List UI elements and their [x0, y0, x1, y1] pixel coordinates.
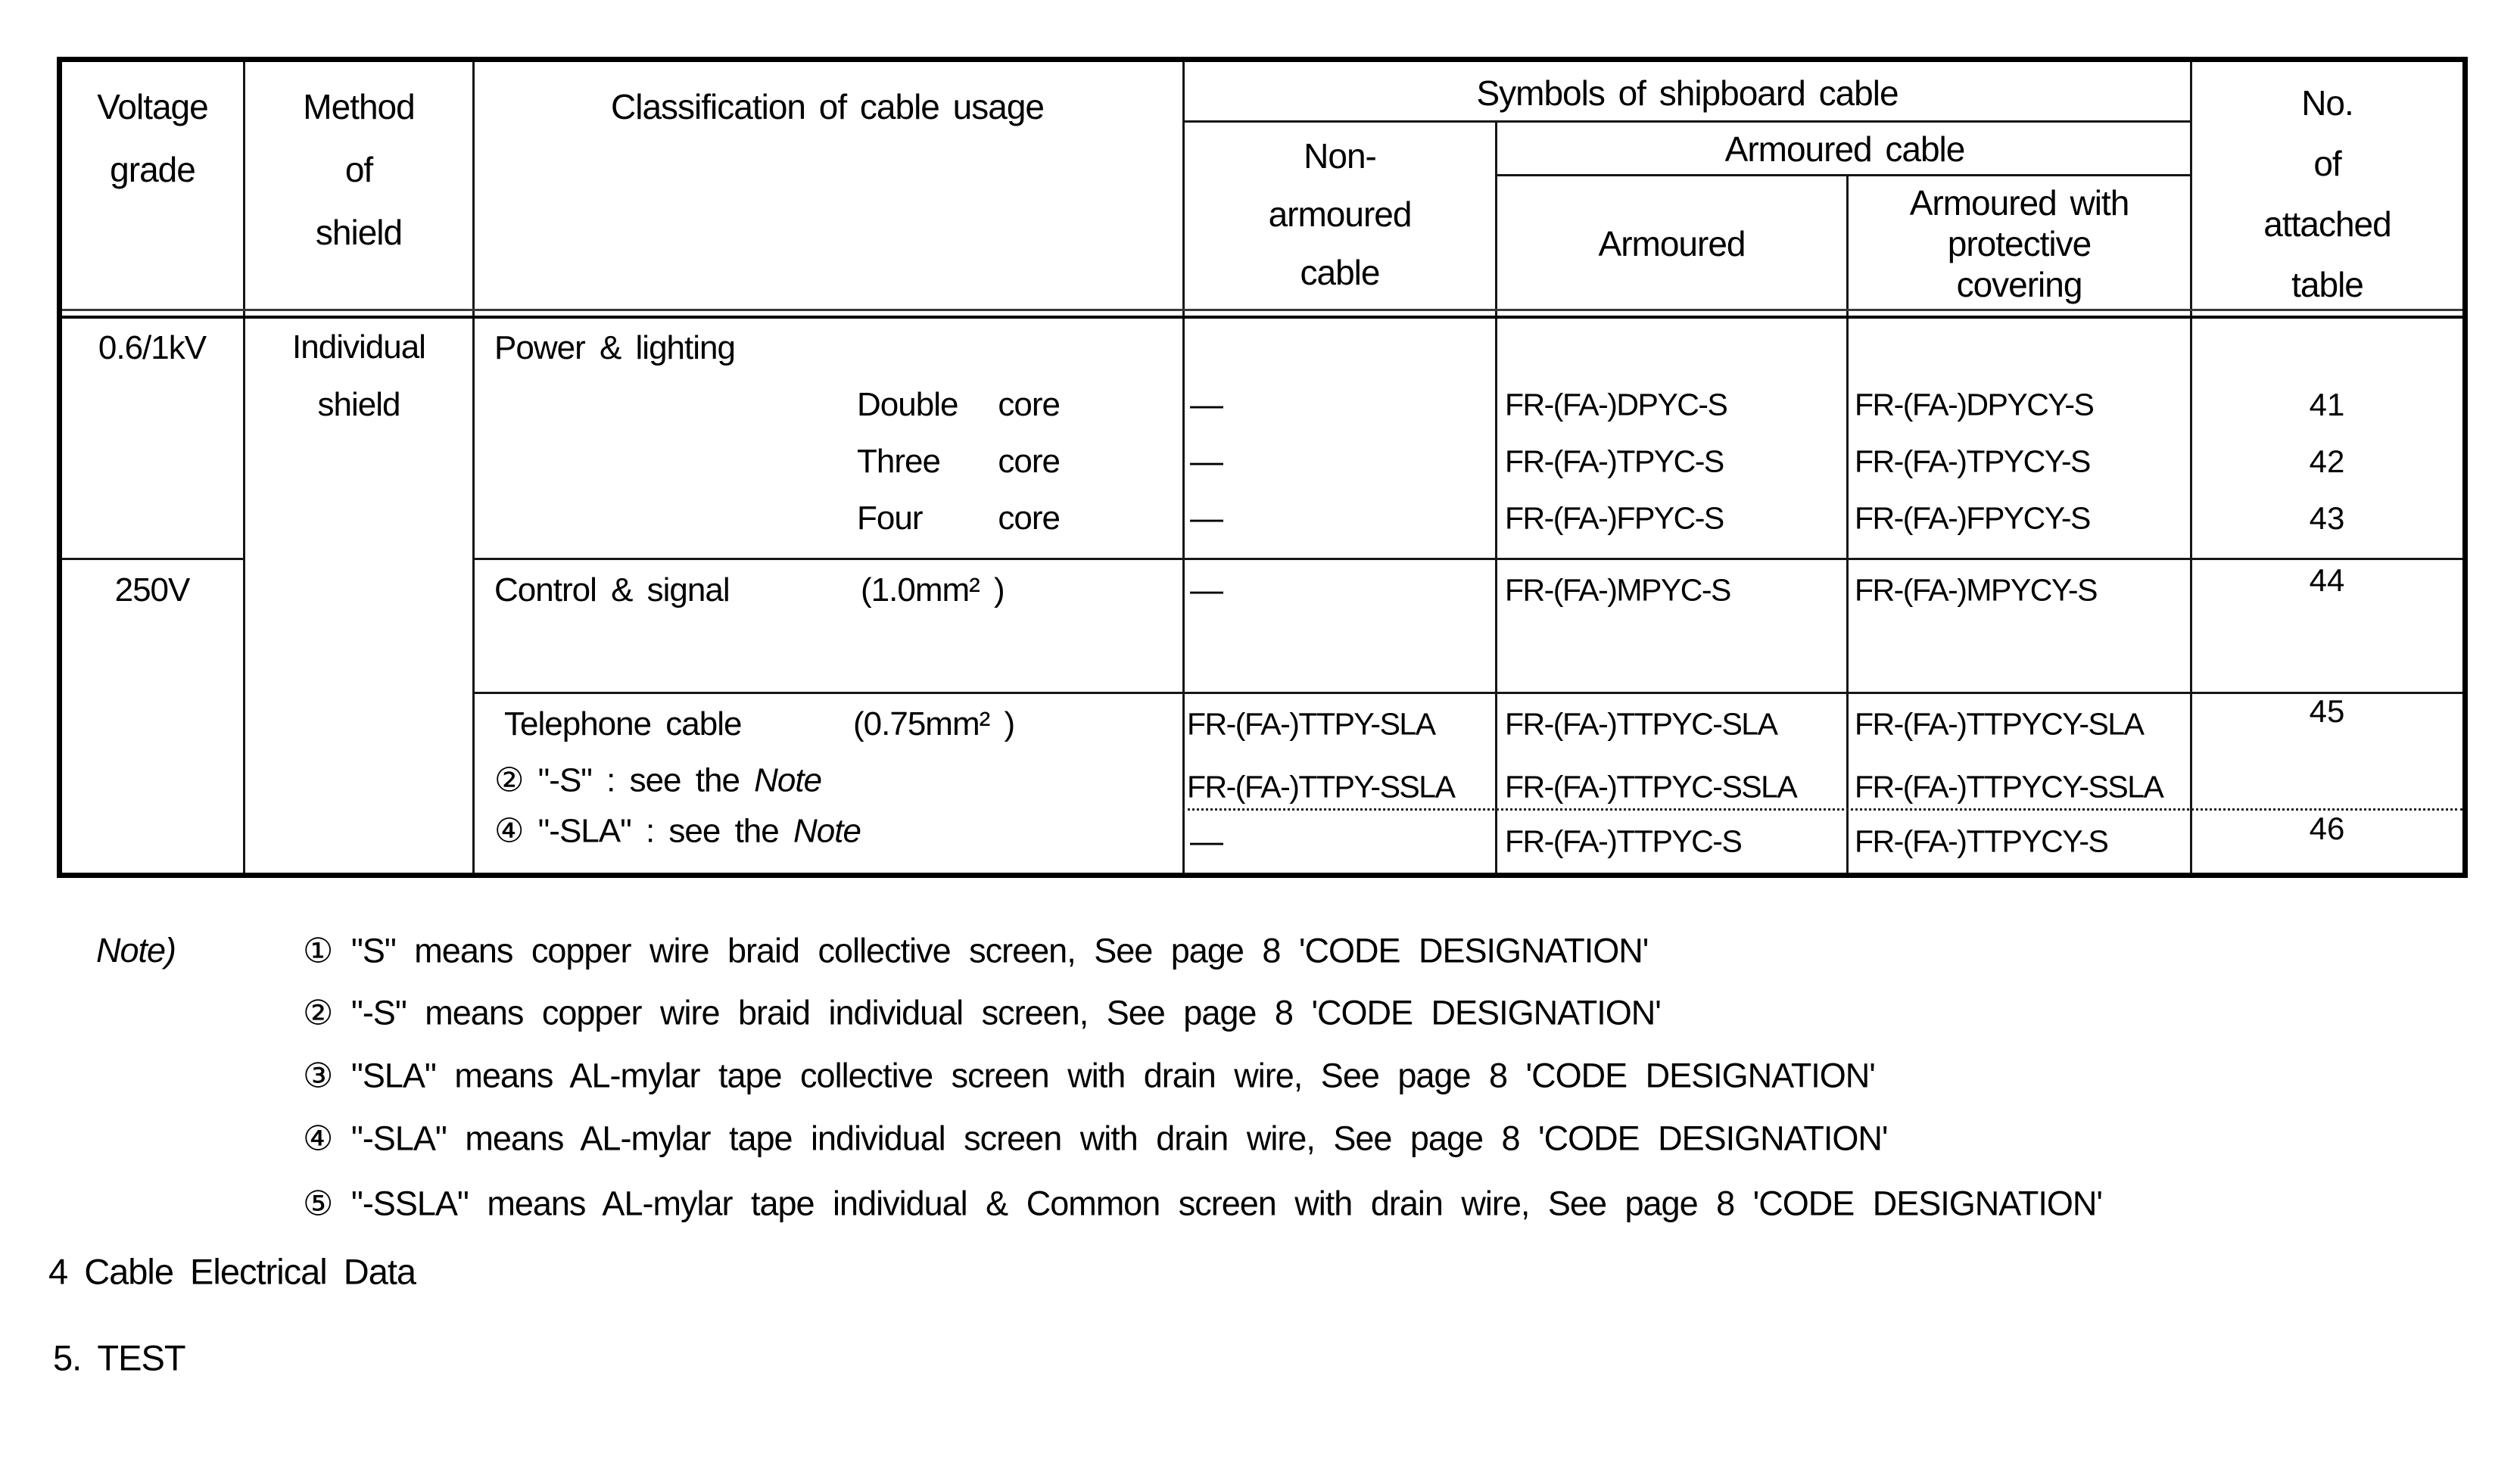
cell-power-lighting: Power & lighting — [494, 329, 735, 366]
header-line: armoured — [1268, 195, 1412, 234]
cell-telephone-cable: Telephone cable — [504, 705, 742, 742]
cell-code-armoured: FR-(FA-)MPYC-S — [1505, 572, 1730, 608]
note-ref-italic: Note — [793, 812, 861, 850]
shield-line: shield — [317, 386, 400, 423]
note-item-4: ④ "-SLA" means AL-mylar tape individual screen with drain wire, See page 8 'CODE DESIGNATION' — [303, 1119, 1888, 1158]
cell-table-no: 42 — [2309, 444, 2345, 479]
header-line: of — [2313, 144, 2341, 183]
note-ref-italic: Note — [754, 761, 822, 799]
core-word: core — [998, 443, 1060, 480]
cell-code-armoured: FR-(FA-)TTPYC-SSLA — [1505, 769, 1797, 805]
cell-code-armoured: FR-(FA-)TTPYC-SLA — [1505, 706, 1777, 742]
cell-core-four — [857, 500, 1060, 537]
cell-note-ref-sla — [494, 812, 861, 851]
grid-hline-voltage-split — [62, 558, 243, 560]
note-item-3: ③ "SLA" means AL-mylar tape collective screen with drain wire, See page 8 'CODE DESIGNATION' — [303, 1056, 1875, 1095]
grid-hline-section1-2 — [472, 558, 2462, 560]
cell-code-covered: FR-(FA-)TTPYCY-SLA — [1855, 706, 2144, 742]
header-line: No. — [2301, 83, 2353, 123]
cell-note-ref-s — [494, 761, 821, 800]
cell-voltage-0-6-1kv: 0.6/1kV — [98, 329, 207, 366]
cell-dash: — — [1190, 823, 1223, 860]
cell-table-no: 43 — [2309, 500, 2345, 536]
header-voltage-grade — [62, 76, 243, 201]
cell-telephone-size: (0.75mm² ) — [853, 705, 1015, 742]
cell-table-no: 46 — [2309, 811, 2345, 846]
header-armoured: Armoured — [1598, 224, 1746, 263]
cell-table-no: 41 — [2309, 387, 2345, 422]
header-line: table — [2291, 265, 2363, 304]
cell-individual-shield — [245, 319, 472, 434]
header-line: Voltage — [97, 87, 208, 126]
header-symbols: Symbols of shipboard cable — [1476, 73, 1899, 113]
core-word: Three — [857, 443, 940, 480]
cell-control-size: (1.0mm² ) — [861, 571, 1005, 609]
cell-code-covered: FR-(FA-)FPYCY-S — [1855, 500, 2090, 536]
header-non-armoured — [1185, 127, 1495, 302]
cell-dash: — — [1190, 443, 1223, 480]
cell-table-no: 44 — [2309, 562, 2345, 598]
cell-control-signal: Control & signal — [494, 571, 730, 609]
core-word: Double — [857, 386, 958, 423]
header-classification: Classification of cable usage — [611, 87, 1044, 126]
header-armoured-with-covering — [1849, 182, 2190, 305]
note-item-1: ① "S" means copper wire braid collective screen, See page 8 'CODE DESIGNATION' — [303, 931, 1649, 970]
header-no-attached-table — [2192, 73, 2462, 315]
section-heading-test: 5. TEST — [53, 1337, 185, 1378]
header-line: of — [344, 150, 373, 189]
note-item-5: ⑤ "-SSLA" means AL-mylar tape individual & Common screen with drain wire, See page 8 'CODE DESIGNATION' — [303, 1184, 2103, 1223]
cell-code-covered: FR-(FA-)TTPYCY-S — [1855, 823, 2108, 859]
cell-core-three — [857, 443, 1060, 481]
header-line: Non- — [1304, 136, 1376, 176]
note-ref-text: ② "-S" : see the — [494, 761, 755, 799]
cell-code-armoured: FR-(FA-)FPYC-S — [1505, 500, 1724, 536]
cell-code-armoured: FR-(FA-)TTPYC-S — [1505, 823, 1742, 859]
core-word: core — [998, 386, 1060, 423]
cell-dash: — — [1190, 386, 1223, 423]
header-method-of-shield — [245, 76, 472, 264]
header-line: Method — [303, 87, 415, 126]
core-word: Four — [857, 500, 923, 537]
note-ref-text: ④ "-SLA" : see the — [494, 812, 793, 850]
cell-dash: — — [1190, 500, 1223, 537]
header-line: covering — [1956, 265, 2082, 304]
cell-code-armoured: FR-(FA-)TPYC-S — [1505, 444, 1724, 479]
cell-code-non-armoured: FR-(FA-)TTPY-SLA — [1187, 706, 1435, 742]
cell-code-covered: FR-(FA-)DPYCY-S — [1855, 387, 2094, 422]
cell-code-covered: FR-(FA-)MPYCY-S — [1855, 572, 2097, 608]
header-line: protective — [1947, 224, 2092, 263]
header-line: cable — [1300, 253, 1380, 292]
grid-hline-section2-3 — [472, 692, 2462, 694]
cell-code-non-armoured: FR-(FA-)TTPY-SSLA — [1187, 769, 1455, 805]
header-line: grade — [110, 150, 195, 189]
cell-dash: — — [1190, 571, 1223, 609]
cell-code-armoured: FR-(FA-)DPYC-S — [1505, 387, 1727, 422]
cell-table-no: 45 — [2309, 693, 2345, 729]
cell-core-double — [857, 386, 1060, 424]
header-line: attached — [2263, 204, 2391, 244]
section-heading-cable-electrical-data: 4 Cable Electrical Data — [48, 1251, 416, 1292]
note-item-2: ② "-S" means copper wire braid individual screen, See page 8 'CODE DESIGNATION' — [303, 993, 1661, 1032]
cell-code-covered: FR-(FA-)TPYCY-S — [1855, 444, 2090, 479]
grid-double-line-header-bottom — [62, 309, 2462, 319]
note-label: Note) — [96, 931, 176, 970]
cell-voltage-250v: 250V — [114, 571, 190, 609]
header-armoured-cable: Armoured cable — [1724, 129, 1965, 169]
grid-vline-method-class — [472, 62, 475, 873]
grid-dotted-line — [1182, 808, 2462, 811]
core-word: core — [998, 500, 1060, 537]
shield-line: Individual — [292, 328, 425, 366]
header-line: Armoured with — [1909, 183, 2129, 223]
header-line: shield — [315, 213, 403, 252]
cell-code-covered: FR-(FA-)TTPYCY-SSLA — [1855, 769, 2163, 805]
